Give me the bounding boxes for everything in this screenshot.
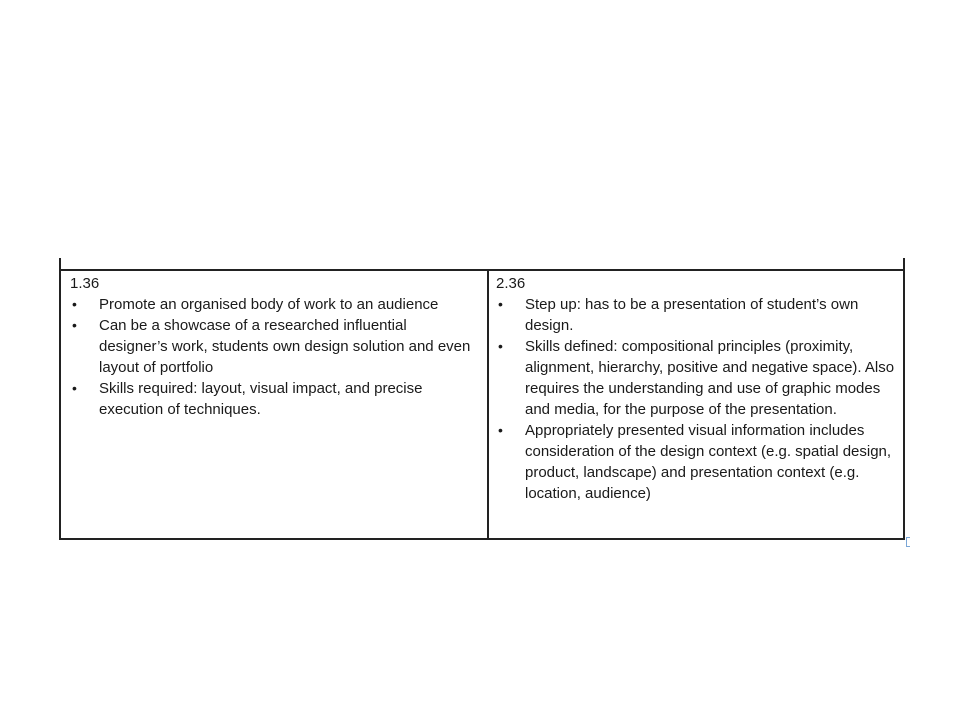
list-item-text: Can be a showcase of a researched influential designer’s work, students own design solution and even layout of portfolio [99,317,471,376]
table-body [59,269,905,540]
list-item-text: Skills defined: compositional principles (proximity, alignment, hierarchy, positive and negative space). Also requires the understanding and use of graphic modes and media, for the purpose of the presentation. [525,338,895,418]
bullet-icon: • [72,296,77,312]
bullet-icon: • [72,380,77,396]
bullet-icon: • [498,422,503,438]
bullet-list [70,294,479,420]
list-item-text: Promote an organised body of work to an audience [99,296,439,313]
list-item [496,420,895,504]
list-item [70,315,479,378]
list-item-text: Skills required: layout, visual impact, and precise execution of techniques. [99,380,423,418]
list-item [496,294,895,336]
list-item [70,294,479,315]
bullet-icon: • [498,338,503,354]
table-cell-2-36 [489,271,903,538]
list-item-text: Step up: has to be a presentation of student’s own design. [525,296,859,334]
cell-heading: 1.36 [70,275,100,292]
list-item [70,378,479,420]
list-item [496,336,895,420]
bullet-icon: • [498,296,503,312]
list-item-text: Appropriately presented visual information includes consideration of the design context (e.g. spatial design, product, landscape) and presentation context (e.g. location, audience) [525,422,892,502]
bullet-icon: • [72,317,77,333]
cell-heading: 2.36 [496,275,526,292]
comparison-table [59,258,905,540]
paste-options-icon[interactable] [906,537,910,547]
bullet-list [496,294,895,504]
table-cell-1-36 [61,271,489,538]
